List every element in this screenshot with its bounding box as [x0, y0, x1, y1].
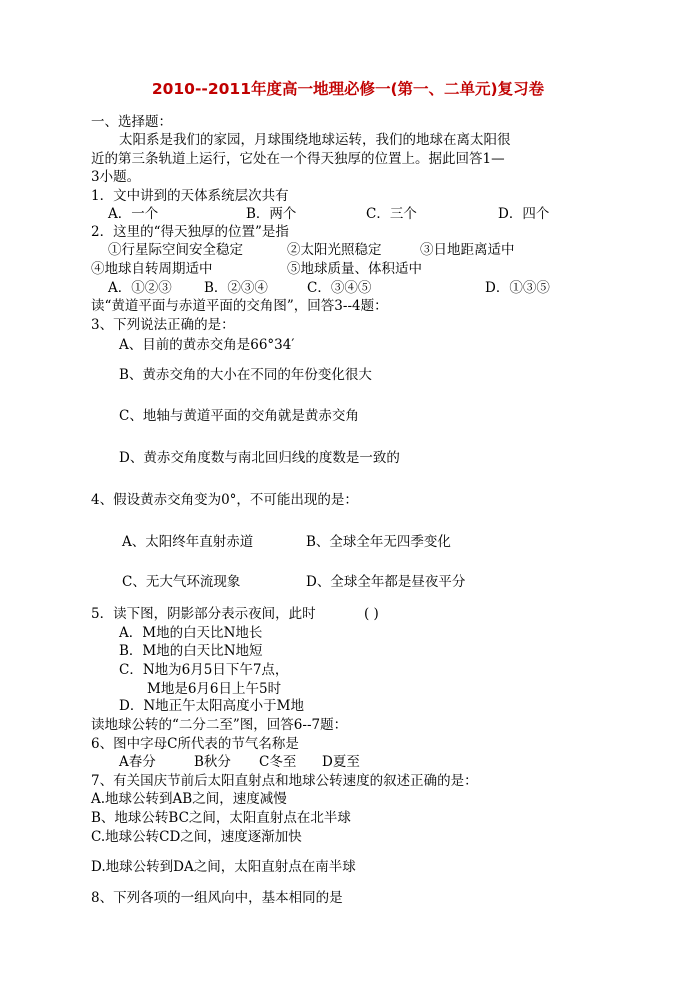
question-stem: 6、图中字母C所代表的节气名称是: [91, 736, 299, 752]
option: D．四个: [498, 206, 550, 222]
reading-prompt: 读地球公转的“二分二至”图，回答6--7题：: [91, 717, 348, 733]
question-stem: 8、下列各项的一组风向中，基本相同的是: [91, 890, 343, 906]
option: C．三个: [366, 206, 417, 222]
option: C冬至: [259, 754, 297, 770]
passage-line: 近的第三条轨道上运行，它处在一个得天独厚的位置上。据此回答1—: [91, 151, 505, 167]
passage-line: 3小题。: [91, 169, 141, 185]
statement-item: ⑤地球质量、体积适中: [287, 261, 422, 277]
option: D、黄赤交角度数与南北回归线的度数是一致的: [119, 450, 400, 466]
option: A．M地的白天比N地长: [119, 625, 263, 641]
option: B、全球全年无四季变化: [306, 534, 451, 550]
question-stem: 7、有关国庆节前后太阳直射点和地球公转速度的叙述正确的是：: [91, 773, 478, 789]
question-stem: 1．文中讲到的天体系统层次共有: [91, 188, 289, 204]
statement-item: ④地球自转周期适中: [91, 261, 213, 277]
option: C、地轴与黄道平面的交角就是黄赤交角: [119, 408, 359, 424]
option: B秋分: [194, 754, 231, 770]
statement-item: ②太阳光照稳定: [287, 242, 382, 258]
passage-line: 太阳系是我们的家园，月球围绕地球运转，我们的地球在离太阳很: [119, 132, 511, 148]
question-stem: 4、假设黄赤交角变为0°，不可能出现的是：: [91, 492, 358, 508]
option: C、无大气环流现象: [122, 574, 241, 590]
option: A.地球公转到AB之间，速度减慢: [91, 791, 287, 807]
option: C．N地为6月5日下午7点，: [119, 662, 289, 678]
option: B．M地的白天比N地短: [119, 643, 263, 659]
option: A．①②③: [108, 280, 172, 296]
option: C.地球公转CD之间，速度逐渐加快: [91, 829, 302, 845]
option: B．两个: [246, 206, 297, 222]
option: D．①③⑤: [485, 280, 550, 296]
option: C．③④⑤: [307, 280, 372, 296]
option: D．N地正午太阳高度小于M地: [119, 698, 304, 714]
option: D.地球公转到DA之间，太阳直射点在南半球: [91, 859, 356, 875]
exam-title: 2010--2011年度高一地理必修一(第一、二单元)复习卷: [151, 80, 545, 98]
option: A、目前的黄赤交角是66°34′: [119, 337, 295, 353]
question-stem: 3、下列说法正确的是：: [91, 317, 235, 333]
statement-item: ①行星际空间安全稳定: [108, 242, 243, 258]
question-stem: 2．这里的“得天独厚的位置”是指: [91, 224, 289, 240]
option: B、黄赤交角的大小在不同的年份变化很大: [119, 367, 372, 383]
option: A、太阳终年直射赤道: [122, 534, 254, 550]
option: B、地球公转BC之间，太阳直射点在北半球: [91, 810, 351, 826]
option-continuation: M地是6月6日上午5时: [147, 681, 282, 697]
option: D夏至: [322, 754, 360, 770]
option: A春分: [119, 754, 156, 770]
section-heading: 一、选择题：: [91, 114, 172, 130]
option: D、全球全年都是昼夜平分: [306, 574, 466, 590]
option: B．②③④: [204, 280, 268, 296]
answer-blank: ( ): [364, 606, 379, 622]
statement-item: ③日地距离适中: [420, 242, 515, 258]
option: A．一个: [108, 206, 159, 222]
question-stem: 5．读下图，阴影部分表示夜间，此时: [91, 606, 316, 622]
reading-prompt: 读“黄道平面与赤道平面的交角图”，回答3--4题：: [91, 298, 388, 314]
